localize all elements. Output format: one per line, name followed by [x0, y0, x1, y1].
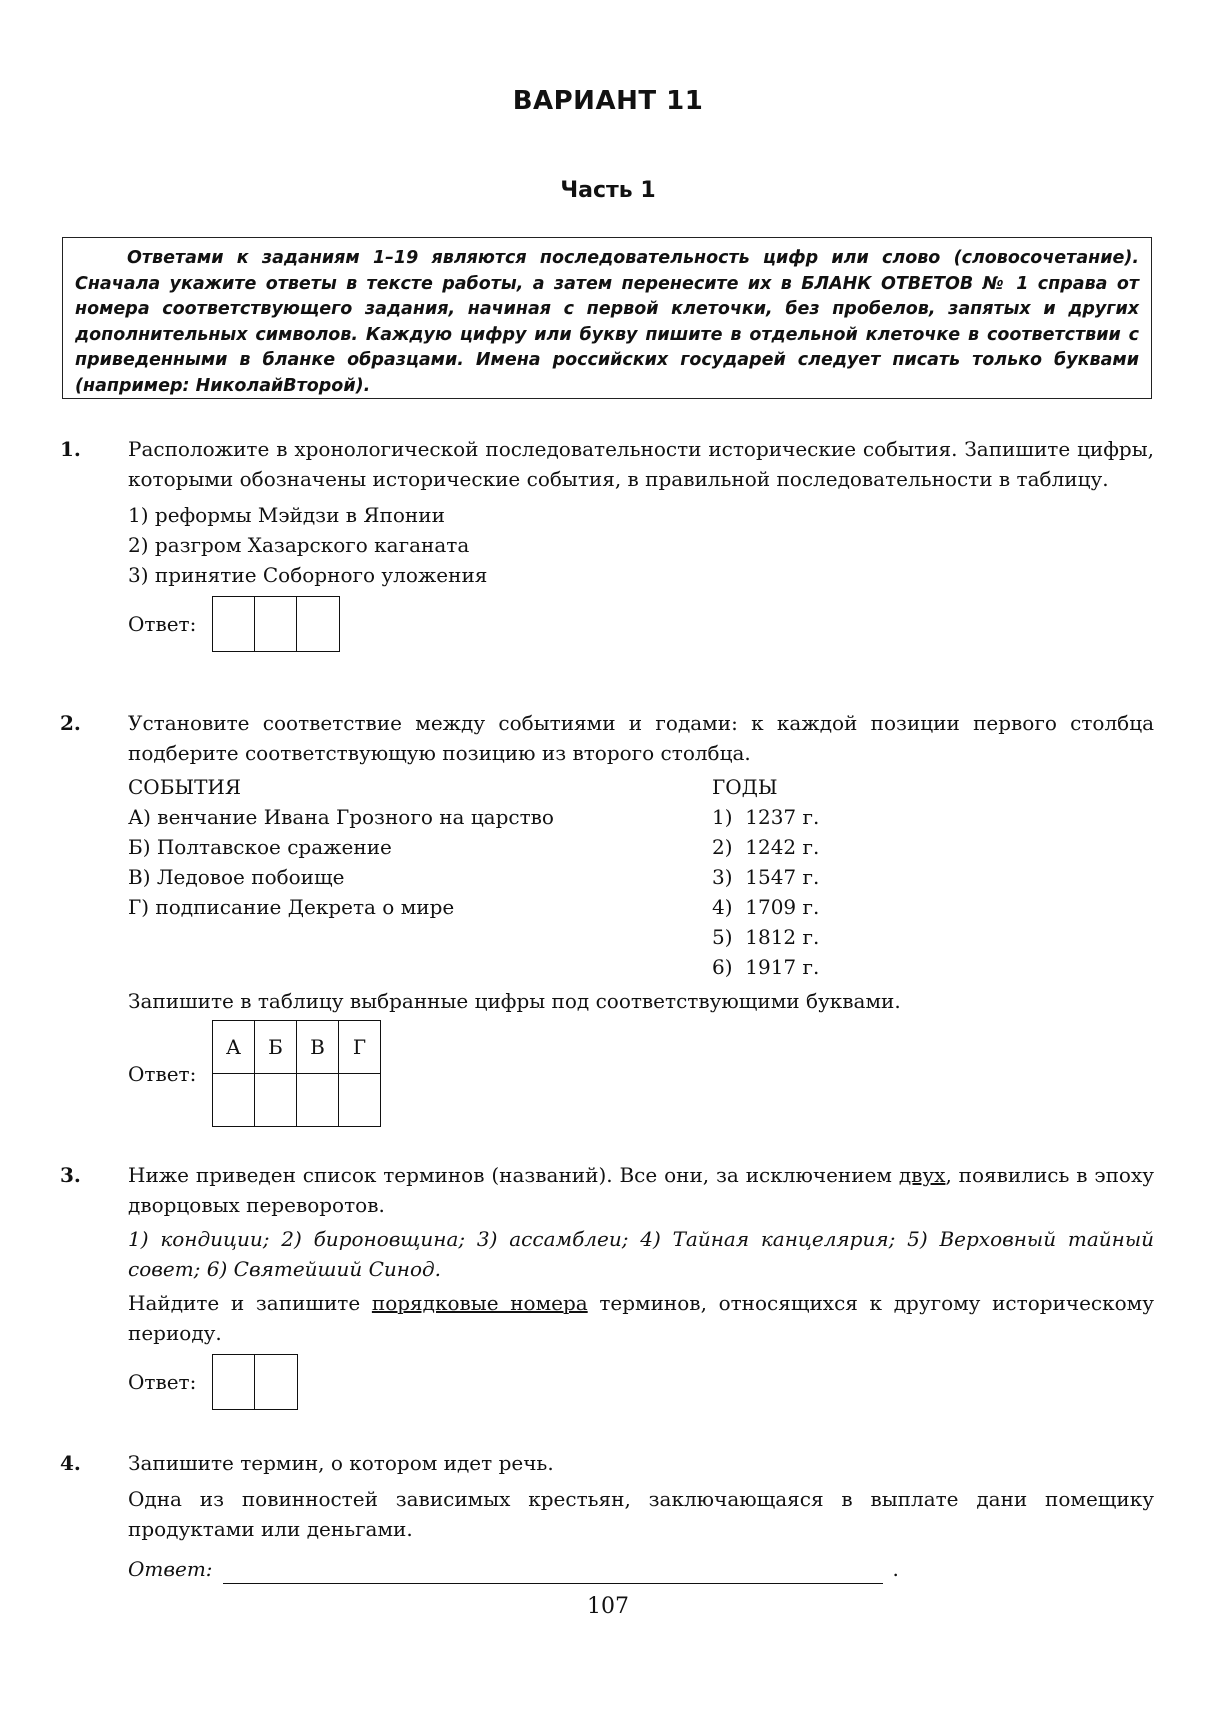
years-column	[712, 772, 1112, 982]
text-span: терминов, относящихся к другому историческому периоду.	[128, 1291, 1154, 1345]
list-item: В) Ледовое побоище	[128, 865, 345, 889]
list-item: 3) 1547 г.	[712, 865, 820, 889]
term-description: Одна из повинностей зависимых крестьян, заключающаяся в выплате дани помещику продуктами или деньгами.	[128, 1487, 1154, 1541]
events-heading: СОБЫТИЯ	[128, 775, 242, 799]
table-header-cell: Г	[339, 1021, 381, 1074]
answer-cell[interactable]	[255, 1074, 297, 1127]
list-item: А) венчание Ивана Грозного на царство	[128, 805, 554, 829]
question-number: 1.	[60, 437, 81, 461]
page-number: 107	[587, 1594, 629, 1619]
list-item: 1) реформы Мэйдзи в Японии	[128, 503, 445, 527]
answer-cell[interactable]	[213, 1074, 255, 1127]
instructions-box: Ответами к заданиям 1–19 являются последовательность цифр или слово (словосочетание). Сначала укажите ответы в тексте работы, а затем перенесите их в БЛАНК ОТВЕТОВ № 1 справа от номера соответствующего задания, начиная с первой клеточки, без пробелов, запятых и других дополнительных символов. Каждую цифру или букву пишите в отдельной клеточке в соответствии с приведенными в бланке образцами. Имена российских государей следует писать только буквами (например: НиколайВторой).	[62, 237, 1152, 399]
text-span: , появились в эпоху дворцовых переворотов.	[128, 1163, 1154, 1217]
answer-cell[interactable]	[213, 597, 255, 651]
answer-line-row	[128, 1554, 1154, 1584]
terms-list: 1) кондиции; 2) бироновщина; 3) ассамблеи; 4) Тайная канцелярия; 5) Верховный тайный совет; 6) Святейший Синод.	[128, 1227, 1154, 1281]
answer-cells	[212, 1354, 298, 1410]
list-item: 1) 1237 г.	[712, 805, 820, 829]
options-list	[128, 500, 1154, 590]
list-item: 5) 1812 г.	[712, 925, 820, 949]
question-body	[128, 434, 1154, 652]
answer-label: Ответ:	[128, 612, 197, 636]
list-item: 2) разгром Хазарского каганата	[128, 533, 470, 557]
matching-columns	[128, 772, 1154, 982]
question-number: 2.	[60, 711, 81, 735]
answer-cells	[212, 596, 340, 652]
question-body	[128, 1160, 1154, 1410]
question-text: Запишите термин, о котором идет речь.	[128, 1451, 554, 1475]
events-column	[128, 772, 712, 982]
answer-label: Ответ:	[128, 1557, 213, 1581]
table-header-cell: Б	[255, 1021, 297, 1074]
question-body	[128, 708, 1154, 1127]
table-instruction: Запишите в таблицу выбранные цифры под соответствующими буквами.	[128, 989, 901, 1013]
underlined-text: порядковые номера	[371, 1291, 588, 1315]
answer-row	[128, 1354, 1154, 1410]
underlined-text: двух	[898, 1163, 946, 1187]
answer-label: Ответ:	[128, 1370, 197, 1394]
answer-line[interactable]	[223, 1559, 883, 1584]
table-header-cell: В	[297, 1021, 339, 1074]
part-title: Часть 1	[560, 178, 656, 203]
answer-cell[interactable]	[339, 1074, 381, 1127]
years-heading: ГОДЫ	[712, 775, 778, 799]
answer-cell[interactable]	[297, 1074, 339, 1127]
answer-row	[128, 1020, 1154, 1127]
list-item: 6) 1917 г.	[712, 955, 820, 979]
question-text: Расположите в хронологической последовательности исторические события. Запишите цифры, которыми обозначены исторические события, в правильной последовательности в таблицу.	[128, 437, 1154, 491]
text-span: Ниже приведен список терминов (названий). Все они, за исключением	[128, 1163, 899, 1187]
answer-row	[128, 596, 1154, 652]
period: .	[892, 1557, 899, 1581]
answer-cell[interactable]	[297, 597, 339, 651]
list-item: 2) 1242 г.	[712, 835, 820, 859]
answer-cell[interactable]	[255, 1355, 297, 1409]
question-number: 3.	[60, 1163, 81, 1187]
answer-cell[interactable]	[255, 597, 297, 651]
question-number: 4.	[60, 1451, 81, 1475]
text-span: Найдите и запишите	[128, 1291, 372, 1315]
variant-title: ВАРИАНТ 11	[512, 86, 704, 116]
list-item: 4) 1709 г.	[712, 895, 820, 919]
question-text	[128, 1160, 1154, 1220]
answer-table	[212, 1020, 381, 1127]
question-text: Установите соответствие между событиями и годами: к каждой позиции первого столбца подберите соответствующую позицию из второго столбца.	[128, 711, 1154, 765]
table-header-cell: А	[213, 1021, 255, 1074]
list-item: Б) Полтавское сражение	[128, 835, 392, 859]
task-text	[128, 1288, 1154, 1348]
list-item: 3) принятие Соборного уложения	[128, 563, 488, 587]
question-body	[128, 1448, 1154, 1584]
list-item: Г) подписание Декрета о мире	[128, 895, 455, 919]
answer-cell[interactable]	[213, 1355, 255, 1409]
answer-label: Ответ:	[128, 1061, 197, 1086]
